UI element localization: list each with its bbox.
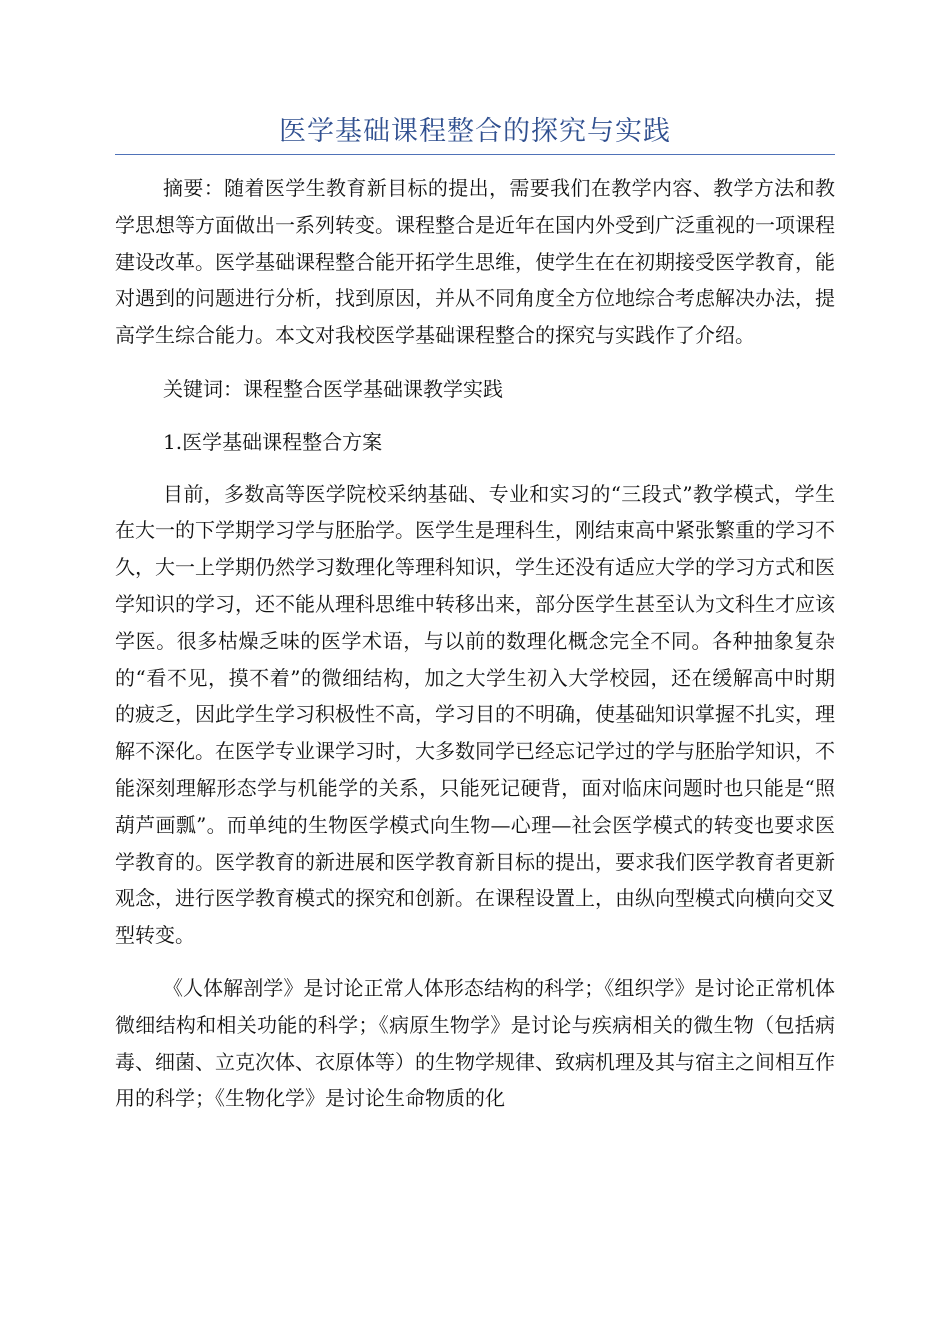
title-underline xyxy=(115,154,835,155)
body-paragraph: 目前，多数高等医学院校采纳基础、专业和实习的“三段式”教学模式，学生在大一的下学期学习学与胚胎学。医学生是理科生，刚结束高中紧张繁重的学习不久，大一上学期仍然学习数理化等理科知识，学生还没有适应大学的学习方式和医学知识的学习，还不能从理科思维中转移出来，部分医学生甚至认为文科生才应该学医。很多枯燥乏味的医学术语，与以前的数理化概念完全不同。各种抽象复杂的“看不见，摸不着”的微细结构，加之大学生初入大学校园，还在缓解高中时期的疲乏，因此学生学习积极性不高，学习目的不明确，使基础知识掌握不扎实，理解不深化。在医学专业课学习时，大多数同学已经忘记学过的学与胚胎学知识，不能深刻理解形态学与机能学的关系，只能死记硬背，面对临床问题时也只能是“照葫芦画瓢”。而单纯的生物医学模式向生物—心理—社会医学模式的转变也要求医学教育的。医学教育的新进展和医学教育新目标的提出，要求我们医学教育者更新观念，进行医学教育模式的探究和创新。在课程设置上，由纵向型模式向横向交叉型转变。 xyxy=(115,481,835,948)
document-body xyxy=(115,170,835,1117)
section-heading: 1.医学基础课程整合方案 xyxy=(163,429,383,454)
keywords-line: 关键词：课程整合医学基础课教学实践 xyxy=(163,376,503,401)
body-paragraph: 《人体解剖学》是讨论正常人体形态结构的科学；《组织学》是讨论正常机体微细结构和相关功能的科学；《病原生物学》是讨论与疾病相关的微生物（包括病毒、细菌、立克次体、衣原体等）的生物学规律、致病机理及其与宿主之间相互作用的科学；《生物化学》是讨论生命物质的化 xyxy=(115,975,835,1111)
abstract-paragraph: 摘要：随着医学生教育新目标的提出，需要我们在教学内容、教学方法和教学思想等方面做出一系列转变。课程整合是近年在国内外受到广泛重视的一项课程建设改革。医学基础课程整合能开拓学生思维，使学生在在初期接受医学教育，能对遇到的问题进行分析，找到原因，并从不同角度全方位地综合考虑解决办法，提高学生综合能力。本文对我校医学基础课程整合的探究与实践作了介绍。 xyxy=(115,176,835,348)
document-title: 医学基础课程整合的探究与实践 xyxy=(279,116,671,147)
